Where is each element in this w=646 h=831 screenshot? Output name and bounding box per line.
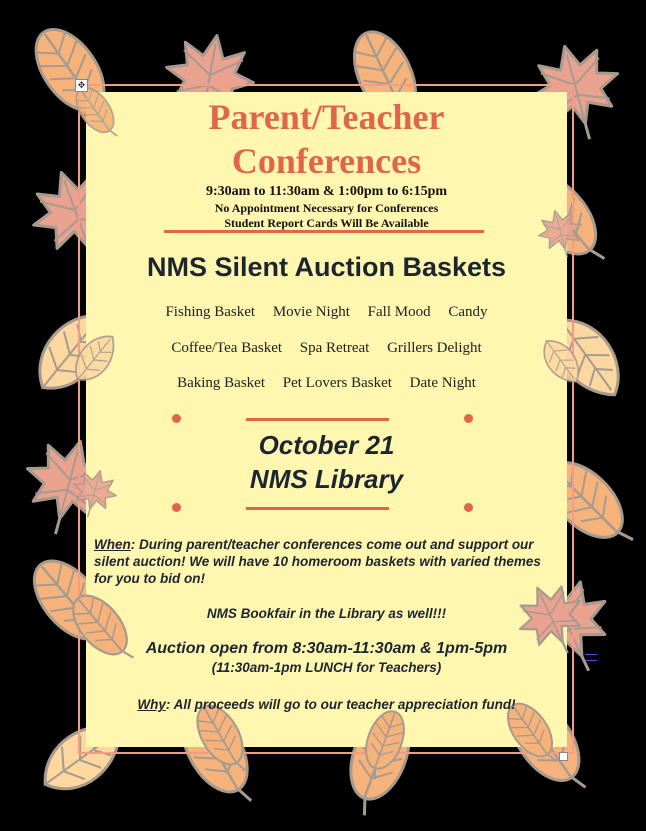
basket-item: Date Night: [409, 375, 476, 391]
when-label: When: [94, 537, 131, 552]
basket-item: Candy: [448, 304, 488, 320]
auction-title: NMS Silent Auction Baskets: [146, 252, 507, 282]
bookfair-note: NMS Bookfair in the Library as well!!!: [206, 606, 447, 621]
basket-item: Fall Mood: [367, 304, 431, 320]
conference-note-report-cards: Student Report Cards Will Be Available: [224, 216, 429, 230]
basket-item: Coffee/Tea Basket: [171, 340, 283, 356]
why-paragraph: [86, 696, 567, 713]
basket-row-2: [86, 340, 567, 357]
selection-mark: [585, 654, 597, 661]
decorative-dot: [172, 414, 181, 423]
lunch-note: (11:30am-1pm LUNCH for Teachers): [211, 660, 442, 675]
basket-row-1: [86, 304, 567, 321]
move-handle-icon[interactable]: ✥: [75, 79, 88, 92]
why-text: : All proceeds will go to our teacher appreciation fund!: [165, 697, 516, 712]
flyer-content: [86, 92, 567, 747]
basket-item: Fishing Basket: [165, 304, 256, 320]
conference-title-line2: Conferences: [231, 141, 422, 181]
basket-item: Baking Basket: [177, 375, 265, 391]
basket-item: Pet Lovers Basket: [282, 375, 392, 391]
event-location: NMS Library: [249, 464, 404, 494]
decorative-dot: [464, 503, 473, 512]
decorative-dot: [464, 414, 473, 423]
resize-handle[interactable]: [559, 752, 568, 761]
divider-date-bottom: [246, 507, 389, 510]
basket-item: Grillers Delight: [387, 340, 482, 356]
event-date: October 21: [258, 430, 395, 460]
why-label: Why: [137, 697, 166, 712]
conference-note-appointment: No Appointment Necessary for Conferences: [214, 201, 439, 215]
auction-open-hours: Auction open from 8:30am-11:30am & 1pm-5pm: [145, 640, 508, 657]
when-text: : During parent/teacher conferences come out and support our silent auction! We will have 10 homeroom baskets with varied themes for you to bid on!: [94, 537, 541, 586]
divider-top: [164, 230, 484, 233]
basket-row-3: [86, 375, 567, 392]
conference-hours: 9:30am to 11:30am & 1:00pm to 6:15pm: [205, 184, 448, 199]
basket-item: Movie Night: [272, 304, 350, 320]
divider-date-top: [246, 418, 389, 421]
basket-item: Spa Retreat: [299, 340, 370, 356]
when-paragraph: [94, 536, 558, 587]
decorative-dot: [172, 503, 181, 512]
conference-title-line1: Parent/Teacher: [208, 97, 445, 137]
